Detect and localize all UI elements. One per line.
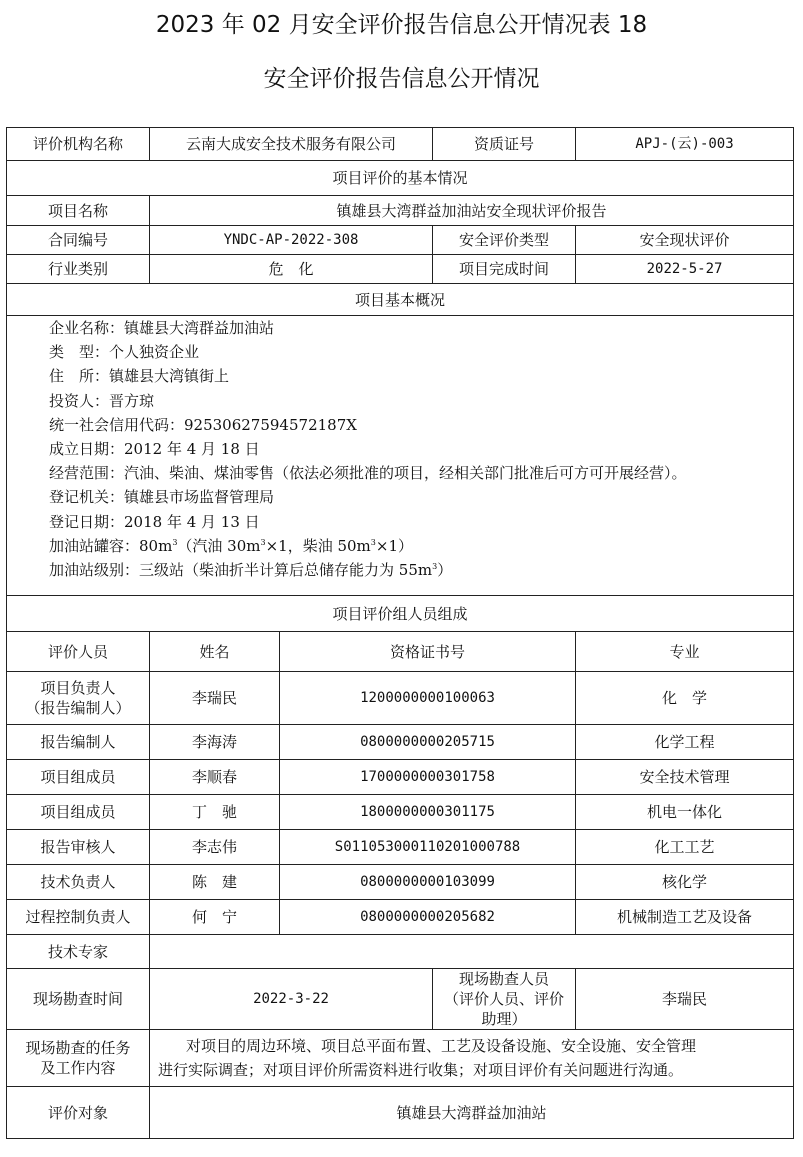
member-cert: 1800000000301175: [280, 795, 576, 830]
overview-line: 企业名称：镇雄县大湾群益加油站: [49, 319, 275, 337]
org-row: [7, 128, 794, 161]
expert-label: 技术专家: [7, 935, 150, 969]
task-row: [7, 1030, 794, 1087]
member-role: 项目负责人 （报告编制人）: [7, 672, 150, 725]
team-row: [7, 900, 794, 935]
overview-line: 登记日期：2018 年 4 月 13 日: [49, 512, 260, 531]
document-subtitle: 安全评价报告信息公开情况: [263, 66, 540, 92]
tank-capacity-line: 加油站罐容：$80m^3$（汽油 $30m^3\times 1$，柴油 $50m^3\times 1$）: [49, 536, 414, 555]
expert-row: [7, 935, 794, 969]
station-level-line: 加油站级别：三级站（柴油折半计算后总储存能力为 $55m^3$）: [49, 560, 453, 579]
member-cert: 1200000000100063: [280, 672, 576, 725]
team-header-role: 评价人员: [7, 632, 150, 672]
member-major: 核化学: [576, 865, 794, 900]
survey-time-value: 2022-3-22: [150, 969, 433, 1030]
eval-type-label: 安全评价类型: [433, 226, 576, 255]
completion-value: 2022-5-27: [576, 255, 794, 284]
cert-label: 资质证号: [433, 128, 576, 161]
member-name: 李海涛: [150, 725, 280, 760]
member-major: 机械制造工艺及设备: [576, 900, 794, 935]
member-major: 化 学: [576, 672, 794, 725]
survey-row: [7, 969, 794, 1030]
team-header-row: [7, 632, 794, 672]
member-cert: S011053000110201000788: [280, 830, 576, 865]
overview-line: 住 所：镇雄县大湾镇街上: [49, 367, 230, 386]
member-role: 过程控制负责人: [7, 900, 150, 935]
member-role: 项目组成员: [7, 795, 150, 830]
target-label: 评价对象: [7, 1087, 150, 1139]
section-team-title: 项目评价组人员组成: [7, 596, 794, 632]
overview-body: [7, 316, 794, 596]
industry-row: [7, 255, 794, 284]
contract-label: 合同编号: [7, 226, 150, 255]
overview-line: 统一社会信用代码：92530627594572187X: [49, 415, 357, 434]
member-role: 报告审核人: [7, 830, 150, 865]
member-name: 李顺春: [150, 760, 280, 795]
member-major: 化工工艺: [576, 830, 794, 865]
org-label: 评价机构名称: [7, 128, 150, 161]
team-header-major: 专业: [576, 632, 794, 672]
team-row: [7, 865, 794, 900]
org-value: 云南大成安全技术服务有限公司: [150, 128, 433, 161]
member-name: 丁 驰: [150, 795, 280, 830]
member-role: 技术负责人: [7, 865, 150, 900]
contract-row: [7, 226, 794, 255]
cert-value: APJ-(云)-003: [576, 128, 794, 161]
project-name-label: 项目名称: [7, 196, 150, 226]
overview-line: 类 型：个人独资企业: [49, 343, 200, 362]
team-row: [7, 830, 794, 865]
section-overview-title: 项目基本概况: [7, 284, 794, 316]
eval-type-value: 安全现状评价: [576, 226, 794, 255]
member-cert: 0800000000103099: [280, 865, 576, 900]
target-value: 镇雄县大湾群益加油站: [150, 1087, 794, 1139]
team-header-cert: 资格证书号: [280, 632, 576, 672]
member-cert: 1700000000301758: [280, 760, 576, 795]
member-name: 陈 建: [150, 865, 280, 900]
document-title: 2023 年 02 月安全评价报告信息公开情况表 18: [155, 12, 648, 38]
overview-line: 经营范围：汽油、柴油、煤油零售（依法必须批准的项目，经相关部门批准后可方可开展经营）。: [49, 464, 687, 483]
member-cert: 0800000000205682: [280, 900, 576, 935]
disclosure-table: [6, 127, 794, 1139]
member-name: 李瑞民: [150, 672, 280, 725]
target-row: [7, 1087, 794, 1139]
project-name-row: [7, 196, 794, 226]
team-row: [7, 672, 794, 725]
survey-staff-label: 现场勘查人员 （评价人员、评价助理）: [433, 969, 576, 1030]
team-row: [7, 725, 794, 760]
team-row: [7, 760, 794, 795]
survey-staff-value: 李瑞民: [576, 969, 794, 1030]
project-name-value: 镇雄县大湾群益加油站安全现状评价报告: [150, 196, 794, 226]
industry-value: 危 化: [150, 255, 433, 284]
member-role: 报告编制人: [7, 725, 150, 760]
member-major: 化学工程: [576, 725, 794, 760]
completion-label: 项目完成时间: [433, 255, 576, 284]
member-name: 李志伟: [150, 830, 280, 865]
team-header-name: 姓名: [150, 632, 280, 672]
overview-line: 登记机关：镇雄县市场监督管理局: [49, 488, 275, 507]
member-name: 何 宁: [150, 900, 280, 935]
contract-value: YNDC-AP-2022-308: [150, 226, 433, 255]
task-label: 现场勘查的任务 及工作内容: [7, 1030, 150, 1087]
industry-label: 行业类别: [7, 255, 150, 284]
expert-value: [150, 935, 794, 969]
member-role: 项目组成员: [7, 760, 150, 795]
team-row: [7, 795, 794, 830]
member-cert: 0800000000205715: [280, 725, 576, 760]
task-content: 对项目的周边环境、项目总平面布置、工艺及设备设施、安全设施、安全管理 进行实际调查；对项目评价所需资料进行收集；对项目评价有关问题进行沟通。: [150, 1030, 794, 1087]
member-major: 安全技术管理: [576, 760, 794, 795]
member-major: 机电一体化: [576, 795, 794, 830]
section-basic-title: 项目评价的基本情况: [7, 161, 794, 196]
overview-line: 成立日期：2012 年 4 月 18 日: [49, 439, 260, 458]
survey-time-label: 现场勘查时间: [7, 969, 150, 1030]
overview-line: 投资人：晋方琼: [49, 391, 155, 410]
